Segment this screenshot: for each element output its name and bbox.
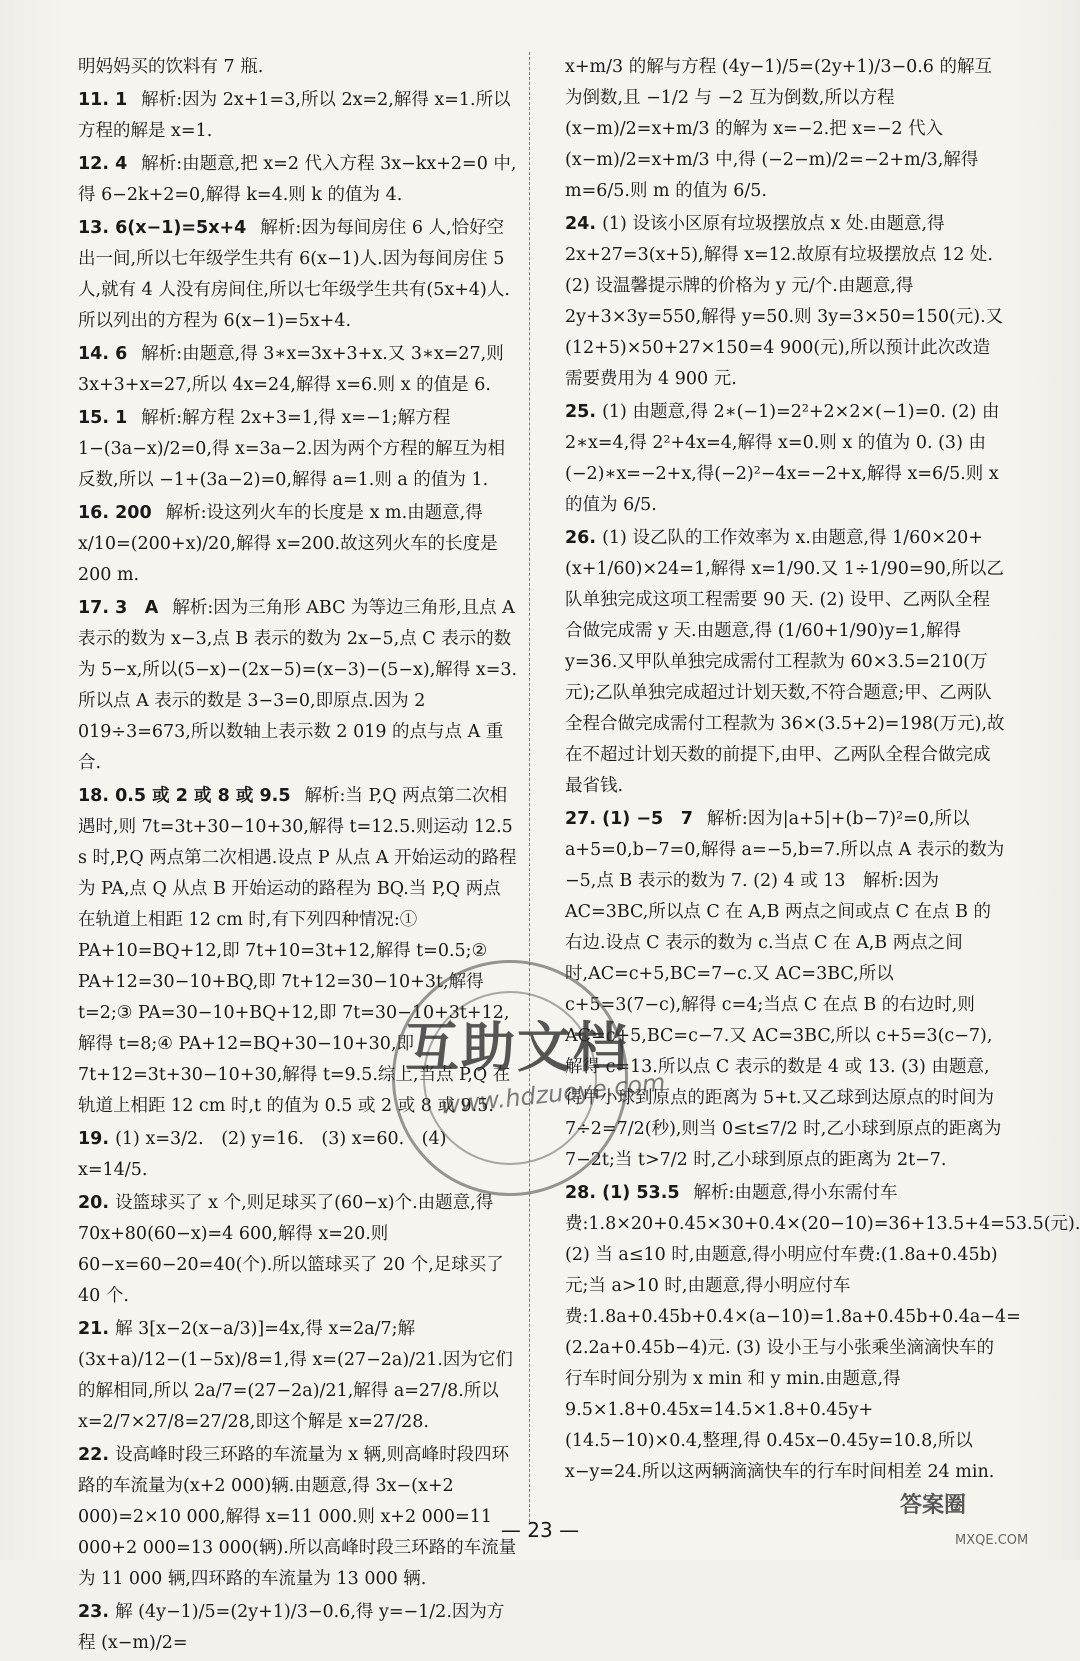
answer-item	[78, 403, 518, 496]
answer-explanation: 解析:设这列火车的长度是 x m.由题意,得 x/10=(200+x)/20,解得 x=200.故这列火车的长度是 200 m.	[78, 503, 498, 585]
answer-value: 200	[115, 503, 152, 523]
question-number: 27.	[565, 809, 603, 829]
answer-value: 1	[115, 408, 128, 428]
answer-item	[78, 498, 518, 591]
answer-explanation: 设篮球买了 x 个,则足球买了(60−x)个.由题意,得 70x+80(60−x)=4 600,解得 x=20.则 60−x=60−20=40(个).所以篮球买了 20 个,足球买了 40 个.	[78, 1193, 504, 1306]
column-divider	[529, 52, 530, 1522]
answer-explanation: (1) x=3/2. (2) y=16. (3) x=60. (4) x=14/5.	[78, 1129, 447, 1180]
question-number: 14.	[78, 344, 116, 364]
question-number: 25.	[565, 402, 603, 422]
answer-explanation: 解 3[x−2(x−a/3)]=4x,得 x=2a/7;解 (3x+a)/12−(1−5x)/8=1,得 x=(27−2a)/21.因为它们的解相同,所以 2a/7=(27−2a)/21,解得 a=27/8.所以 x=2/7×27/8=27/28,即这个解是 x=27/28.	[78, 1319, 513, 1432]
answer-value: 6	[115, 344, 128, 364]
answer-explanation: (1) 由题意,得 2∗(−1)=2²+2×2×(−1)=0. (2) 由 2∗x=4,得 2²+4x=4,解得 x=0.则 x 的值为 0. (3) 由(−2)∗x=−2+x,得(−2)²−4x=−2+x,解得 x=6/5.则 x 的值为 6/5.	[565, 402, 1000, 515]
answer-item	[565, 52, 1005, 207]
watermark-text: 互助文档	[405, 1016, 629, 1079]
answer-explanation: 解析:解方程 2x+3=1,得 x=−1;解方程 1−(3a−x)/2=0,得 x=3a−2.因为两个方程的解互为相反数,所以 −1+(3a−2)=0,解得 a=1.则 a 的值为 1.	[78, 408, 505, 490]
answer-item	[78, 52, 518, 83]
answer-value: 4	[115, 154, 128, 174]
answer-explanation: 解析:因为三角形 ABC 为等边三角形,且点 A 表示的数为 x−3,点 B 表示的数为 2x−5,点 C 表示的数为 5−x,所以(5−x)−(2x−5)=(x−3)−(5−x),解得 x=3.所以点 A 表示的数是 3−3=0,即原点.因为 2 019÷3=673,所以数轴上表示数 2 019 的点与点 A 重合.	[78, 598, 518, 773]
answer-explanation: (1) 设乙队的工作效率为 x.由题意,得 1/60×20+(x+1/60)×24=1,解得 x=1/90.又 1÷1/90=90,所以乙队单独完成这项工程需要 90 天. (2) 设甲、乙两队全程合做完成需 y 天.由题意,得 (1/60+1/90)y=1,解得 y=36.又甲队单独完成需付工程款为 60×3.5=210(万元);乙队单独完成超过计划天数,不符合题意;甲、乙两队全程合做完成需付工程款为 36×(3.5+2)=198(万元),故在不超过计划天数的前提下,由甲、乙两队全程合做完成最省钱.	[565, 528, 1005, 796]
question-number: 13.	[78, 218, 116, 238]
answer-item	[78, 593, 518, 779]
question-number: 12.	[78, 154, 116, 174]
left-column	[78, 52, 518, 1661]
answer-item	[78, 339, 518, 401]
answer-item	[565, 209, 1005, 395]
answer-explanation: 解析:由题意,得小东需付车费:1.8×20+0.45×30+0.4×(20−10)=36+13.5+4=53.5(元). (2) 当 a≤10 时,由题意,得小明应付车费:(1.8a+0.45b)元;当 a>10 时,由题意,得小明应付车费:1.8a+0.45b+0.4×(a−10)=1.8a+0.45b+0.4a−4=(2.2a+0.45b−4)元. (3) 设小王与小张乘坐滴滴快车的行车时间分别为 x min 和 y min.由题意,得 9.5×1.8+0.45x=14.5×1.8+0.45y+(14.5−10)×0.4,整理,得 0.45x−0.45y=10.8,所以 x−y=24.所以这两辆滴滴快车的行车时间相差 24 min.	[565, 1183, 1080, 1482]
question-number: 24.	[565, 214, 603, 234]
question-number: 28.	[565, 1183, 603, 1203]
answer-value: (1) −5 7	[602, 809, 693, 829]
answer-value: (1) 53.5	[602, 1183, 680, 1203]
answer-item	[78, 149, 518, 211]
answer-value: 3 A	[115, 598, 159, 618]
answer-explanation: (1) 设该小区原有垃圾摆放点 x 处.由题意,得 2x+27=3(x+5),解得 x=12.故原有垃圾摆放点 12 处. (2) 设温馨提示牌的价格为 y 元/个.由题意,得 2y+3×3y=550,解得 y=50.则 3y=3×50=150(元).又 (12+5)×50+27×150=4 900(元),所以预计此次改造需要费用为 4 900 元.	[565, 214, 1004, 389]
answer-value: 0.5 或 2 或 8 或 9.5	[115, 786, 291, 806]
answer-explanation: x+m/3 的解与方程 (4y−1)/5=(2y+1)/3−0.6 的解互为倒数,且 −1/2 与 −2 互为倒数,所以方程 (x−m)/2=x+m/3 的解为 x=−2.把 x=−2 代入 (x−m)/2=x+m/3 中,得 (−2−m)/2=−2+m/3,解得 m=6/5.则 m 的值为 6/5.	[565, 57, 993, 201]
question-number: 19.	[78, 1129, 116, 1149]
right-column	[565, 52, 1080, 1490]
question-number: 20.	[78, 1193, 116, 1213]
question-number: 21.	[78, 1319, 116, 1339]
answer-explanation: 明妈妈买的饮料有 7 瓶.	[78, 57, 264, 77]
question-number: 22.	[78, 1445, 116, 1465]
question-number: 26.	[565, 528, 603, 548]
answer-explanation: 解析:因为每间房住 6 人,恰好空出一间,所以七年级学生共有 6(x−1)人.因为每间房住 5 人,就有 4 人没有房间住,所以七年级学生共有(5x+4)人.所以列出的方程为 6(x−1)=5x+4.	[78, 218, 510, 331]
answer-explanation: 解析:因为|a+5|+(b−7)²=0,所以 a+5=0,b−7=0,解得 a=−5,b=7.所以点 A 表示的数为 −5,点 B 表示的数为 7. (2) 4 或 13 解析:因为 AC=3BC,所以点 C 在 A,B 两点之间或点 C 在点 B 的右边.设点 C 表示的数为 c.当点 C 在 A,B 两点之间时,AC=c+5,BC=7−c.又 AC=3BC,所以 c+5=3(7−c),解得 c=4;当点 C 在点 B 的右边时,则 AC=c+5,BC=c−7.又 AC=3BC,所以 c+5=3(c−7),解得 c=13.所以点 C 表示的数是 4 或 13. (3) 由题意,得甲小球到原点的距离为 5+t.又乙球到达原点的时间为 7÷2=7/2(秒),则当 0≤t≤7/2 时,乙小球到原点的距离为 7−2t;当 t>7/2 时,乙小球到原点的距离为 2t−7.	[565, 809, 1005, 1170]
question-number: 16.	[78, 503, 116, 523]
answer-value: 1	[115, 90, 128, 110]
answer-item	[78, 1314, 518, 1438]
watermark-url: www.hdzuoye.com	[439, 1068, 667, 1120]
question-number: 17.	[78, 598, 116, 618]
answer-item	[78, 1188, 518, 1312]
answer-item	[565, 1178, 1080, 1488]
question-number: 11.	[78, 90, 116, 110]
corner-logo: 答案圈	[900, 1493, 967, 1518]
answer-explanation: 解析:由题意,把 x=2 代入方程 3x−kx+2=0 中,得 6−2k+2=0,解得 k=4.则 k 的值为 4.	[78, 154, 517, 205]
answer-item	[565, 804, 1005, 1176]
answer-item	[78, 85, 518, 147]
question-number: 15.	[78, 408, 116, 428]
corner-logo-url: MXQE.COM	[955, 1533, 1029, 1548]
question-number: 18.	[78, 786, 116, 806]
answer-value: 6(x−1)=5x+4	[115, 218, 247, 238]
answer-item	[78, 213, 518, 337]
answer-item	[565, 397, 1005, 521]
answer-explanation: 解 (4y−1)/5=(2y+1)/3−0.6,得 y=−1/2.因为方程 (x−m)/2=	[78, 1602, 505, 1653]
answer-explanation: 设高峰时段三环路的车流量为 x 辆,则高峰时段四环路的车流量为(x+2 000)辆.由题意,得 3x−(x+2 000)=2×10 000,解得 x=11 000.则 x+2 000=11 000+2 000=13 000(辆).所以高峰时段三环路的车流量为 11 000 辆,四环路的车流量为 13 000 辆.	[78, 1445, 517, 1589]
page-number: — 23 —	[500, 1518, 580, 1542]
answer-item	[78, 1597, 518, 1659]
answer-explanation: 解析:由题意,得 3∗x=3x+3+x.又 3∗x=27,则 3x+3+x=27,所以 4x=24,解得 x=6.则 x 的值是 6.	[78, 344, 504, 395]
answer-explanation: 解析:因为 2x+1=3,所以 2x=2,解得 x=1.所以方程的解是 x=1.	[78, 90, 511, 141]
answer-explanation: 解析:当 P,Q 两点第二次相遇时,则 7t=3t+30−10+30,解得 t=12.5.则运动 12.5 s 时,P,Q 两点第二次相遇.设点 P 从点 A 开始运动的路程为 PA,点 Q 从点 B 开始运动的路程为 BQ.当 P,Q 两点在轨道上相距 12 cm 时,有下列四种情况:① PA+10=BQ+12,即 7t+10=3t+12,解得 t=0.5;② PA+12=30−10+BQ,即 7t+12=30−10+3t,解得 t=2;③ PA=30−10+BQ+12,即 7t=30−10+3t+12,解得 t=8;④ PA+12=BQ+30−10+30,即 7t+12=3t+30−10+30,解得 t=9.5.综上,当点 P,Q 在轨道上相距 12 cm 时,t 的值为 0.5 或 2 或 8 或 9.5.	[78, 786, 517, 1116]
question-number: 23.	[78, 1602, 116, 1622]
answer-item	[565, 523, 1005, 802]
